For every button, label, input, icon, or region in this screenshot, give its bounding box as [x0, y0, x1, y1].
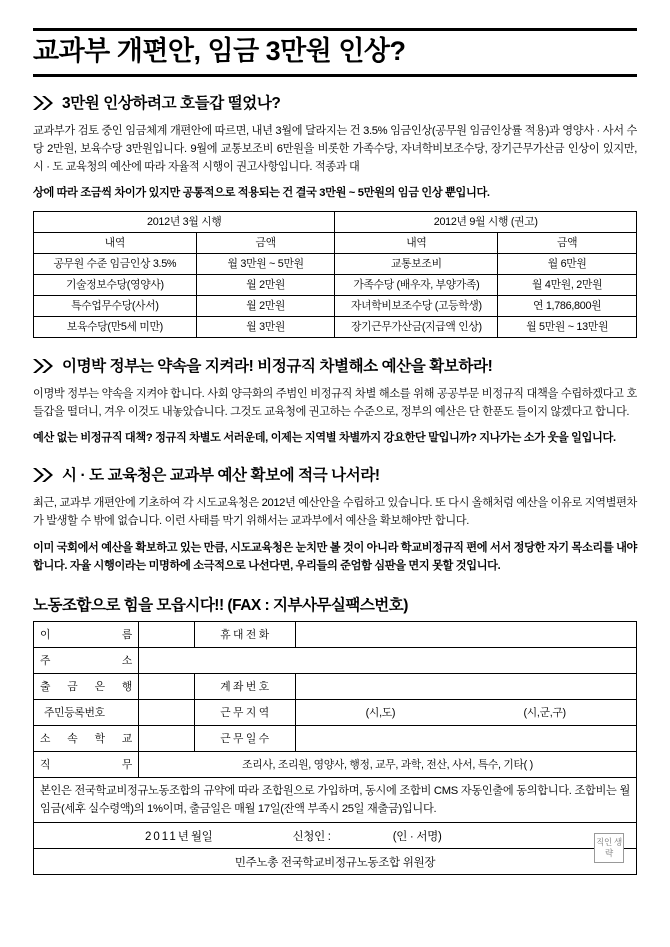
job-label: 직 무 — [34, 751, 139, 777]
job-options[interactable]: 조리사, 조리원, 영양사, 행정, 교무, 과학, 전산, 사서, 특수, 기타( ) — [139, 751, 637, 777]
section-heading-3 — [33, 463, 637, 485]
section-paragraph: 이명박 정부는 약속을 지켜야 합니다. 사회 양극화의 주범인 비정규직 차별 해소를 위해 공공부문 비정규직 대책을 수립하겠다고 호들갑을 떨더니, 겨우 이것도 내놓았습니다. 그것도 교육청에 권고하는 수준으로, 정부의 예산은 단 한푼도 들이지 않겠다고 합니다. — [33, 387, 637, 418]
bank-label: 출 금 은 행 — [34, 673, 139, 699]
double-chevron-icon — [33, 467, 55, 483]
work-area-input[interactable] — [295, 699, 636, 725]
account-input[interactable] — [295, 673, 636, 699]
document-body — [33, 28, 637, 875]
table-cell: 보육수당(만5세 미만) — [34, 316, 197, 337]
name-label: 이 름 — [34, 621, 139, 647]
table-cell: 월 4만원, 2만원 — [498, 274, 637, 295]
organization-name: 민주노총 전국학교비정규노동조합 위원장 — [234, 856, 436, 869]
page-title: 교과부 개편안, 임금 3만원 인상? — [33, 36, 406, 66]
table-cell: 월 2만원 — [196, 274, 335, 295]
table-row — [34, 295, 637, 316]
table-cell: 가족수당 (배우자, 부양가족) — [335, 274, 498, 295]
agreement-text: 본인은 전국학교비정규노동조합의 규약에 따라 조합원으로 가입하며, 동시에 조합비 CMS 자동인출에 동의합니다. 조합비는 월 임금(세후 실수령액)의 1%이며, 출금일은 매월 17일(잔액 부족시 25일 재출금)입니다. — [34, 777, 637, 822]
form-row-organization — [34, 849, 637, 875]
section-title: 이명박 정부는 약속을 지켜라! 비정규직 차별해소 예산을 확보하라! — [62, 357, 493, 375]
seal-stamp: 직인 생략 — [594, 833, 624, 863]
table-column-header: 금액 — [498, 232, 637, 253]
bank-input[interactable] — [139, 673, 195, 699]
table-cell: 월 3만원 — [196, 316, 335, 337]
table-cell: 공무원 수준 임금인상 3.5% — [34, 253, 197, 274]
mobile-input[interactable] — [295, 621, 636, 647]
table-cell: 자녀학비보조수당 (고등학생) — [335, 295, 498, 316]
sign-month[interactable]: 월 — [190, 830, 202, 843]
section-paragraph-bold: 이미 국회에서 예산을 확보하고 있는 만큼, 시도교육청은 눈치만 볼 것이 아니라 학교비정규직 편에 서서 정당한 자기 목소리를 내야합니다. 자율 시행이라는 미명하에 소극적으로 나선다면, 우리들의 준엄함 심판을 면지 못할 것입니다. — [33, 541, 637, 572]
membership-application-form — [33, 621, 637, 875]
table-cell: 기술정보수당(영양사) — [34, 274, 197, 295]
form-row-agreement — [34, 777, 637, 822]
section-paragraph-bold: 상에 따라 조금씩 차이가 있지만 공통적으로 적용되는 건 결국 3만원 ~ 5만원의 임금 인상 뿐입니다. — [33, 187, 490, 200]
table-cell: 장기근무가산금(지급액 인상) — [335, 316, 498, 337]
table-group-header-row — [34, 211, 637, 232]
mobile-label: 휴 대 전 화 — [194, 621, 295, 647]
wage-comparison-table — [33, 211, 637, 338]
form-row-school — [34, 725, 637, 751]
table-row — [34, 253, 637, 274]
table-cell: 월 5만원 ~ 13만원 — [498, 316, 637, 337]
table-row — [34, 316, 637, 337]
school-input[interactable] — [139, 725, 195, 751]
section-paragraph: 최근, 교과부 개편안에 기초하여 각 시도교육청은 2012년 예산안을 수립하고 있습니다. 또 다시 올해처럼 예산을 이유로 지역별편차가 발생할 수 밖에 없습니다. 이런 사태를 막기 위해서는 교과부에서 예산을 확보해야만 합니다. — [33, 497, 637, 528]
form-row-signature — [34, 823, 637, 849]
section-paragraph-bold: 예산 없는 비정규직 대책? 정규직 차별도 서러운데, 이제는 지역별 차별까지 강요한단 말입니까? 지나가는 소가 웃을 일입니다. — [33, 432, 616, 445]
sign-day[interactable]: 일 — [201, 830, 213, 843]
table-group-header: 2012년 9월 시행 (권고) — [335, 211, 637, 232]
double-chevron-icon — [33, 95, 55, 111]
table-column-header: 내역 — [34, 232, 197, 253]
work-days-label: 근 무 일 수 — [194, 725, 295, 751]
school-label: 소 속 학 교 — [34, 725, 139, 751]
work-area-hint-city: (시,군,구) — [523, 706, 566, 719]
ssn-label: 주민등록번호 — [34, 699, 139, 725]
membership-form-title: 노동조합으로 힘을 모읍시다!! (FAX : 지부사무실팩스번호) — [33, 596, 408, 614]
table-cell: 특수업무수당(사서) — [34, 295, 197, 316]
account-label: 계 좌 번 호 — [194, 673, 295, 699]
table-cell: 연 1,786,800원 — [498, 295, 637, 316]
table-row — [34, 274, 637, 295]
form-row-bank — [34, 673, 637, 699]
table-cell: 교통보조비 — [335, 253, 498, 274]
section-heading-1 — [33, 91, 637, 113]
table-cell: 월 6만원 — [498, 253, 637, 274]
title-banner — [33, 28, 637, 77]
work-days-input[interactable] — [295, 725, 636, 751]
work-area-label: 근 무 지 역 — [194, 699, 295, 725]
table-column-header: 금액 — [196, 232, 335, 253]
sign-year: 2011년 — [145, 830, 191, 843]
table-column-header-row — [34, 232, 637, 253]
address-label: 주 소 — [34, 647, 139, 673]
form-row-ssn — [34, 699, 637, 725]
form-row-name — [34, 621, 637, 647]
form-row-address — [34, 647, 637, 673]
applicant-label: 신청인 : — [292, 830, 331, 843]
table-column-header: 내역 — [335, 232, 498, 253]
section-title: 3만원 인상하려고 호들갑 떨었나? — [62, 95, 281, 113]
section-title: 시 · 도 교육청은 교과부 예산 확보에 적극 나서라! — [62, 467, 380, 485]
form-row-job — [34, 751, 637, 777]
seal-label: (인 · 서명) — [392, 830, 442, 843]
section-paragraph: 교과부가 검토 중인 임금체계 개편안에 따르면, 내년 3월에 달라지는 건 3.5% 임금인상(공무원 임금인상률 적용)과 영양사 · 사서 수당 2만원, 보육수당 3만원입니다. 9월에 교통보조비 6만원을 비롯한 가족수당, 자녀학비보조수당, 장기근무가산금 인상이 있지만, 시 · 도 교육청의 예산에 따라 자율적 시행이 권고사항입니다. 적종과 대 — [33, 125, 637, 174]
double-chevron-icon — [33, 358, 55, 374]
table-group-header: 2012년 3월 시행 — [34, 211, 335, 232]
ssn-input[interactable] — [139, 699, 195, 725]
table-cell: 월 2만원 — [196, 295, 335, 316]
name-input[interactable] — [139, 621, 195, 647]
address-input[interactable] — [139, 647, 637, 673]
table-cell: 월 3만원 ~ 5만원 — [196, 253, 335, 274]
work-area-hint-province: (시,도) — [365, 706, 396, 719]
section-heading-2 — [33, 354, 637, 376]
